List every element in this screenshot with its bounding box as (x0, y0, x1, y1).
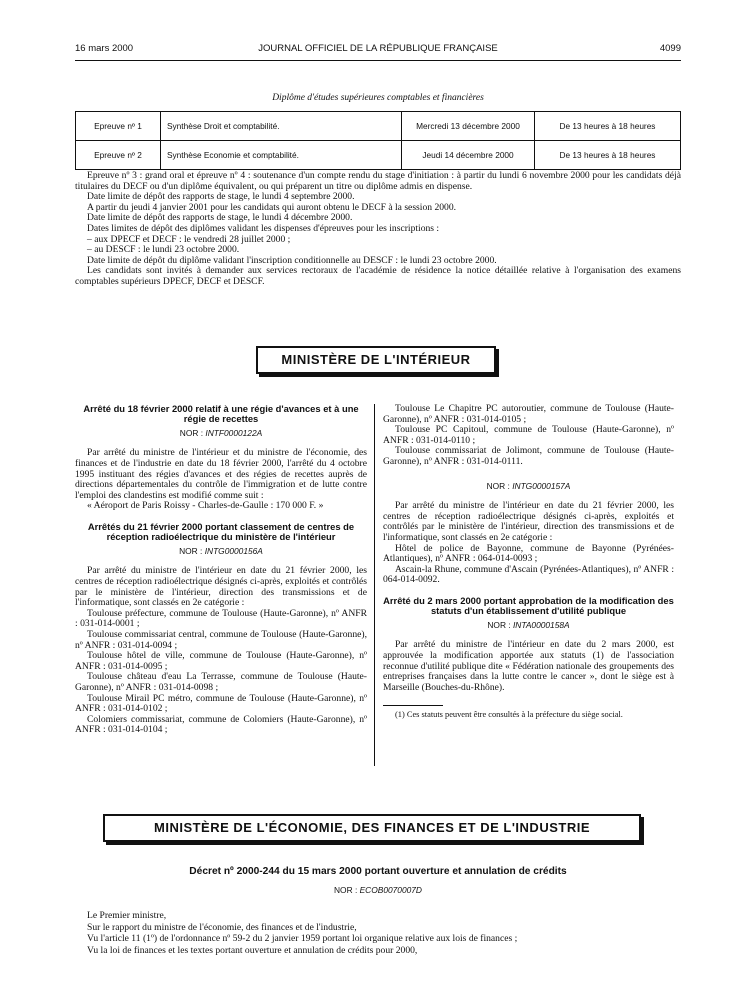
note-paragraph: Epreuve nº 3 : grand oral et épreuve nº 4 : soutenance d'un compte rendu du stage d'initiation : à partir du lundi 6 novembre 2000 pour les candidats déjà titulaires du DECF ou d'un diplôme équivalent, ou qui préparent un titre ou diplôme admis en dispense. (75, 170, 681, 192)
arrete-quote: « Aéroport de Paris Roissy - Charles-de-Gaulle : 170 000 F. » (87, 500, 324, 512)
list-item: Toulouse Mirail PC métro, commune de Toulouse (Haute-Garonne), nº ANFR : 031-014-0102 ; (75, 692, 367, 715)
list-item: Ascain-la Rhune, commune d'Ascain (Pyrénées-Atlantiques), nº ANFR : 064-014-0092. (383, 563, 674, 586)
header-journal-title: JOURNAL OFFICIEL DE LA RÉPUBLIQUE FRANÇAISE (258, 43, 498, 54)
decree-line: Sur le rapport du ministre de l'économie, des finances et de l'industrie, (87, 921, 357, 933)
exam-schedule-table (75, 111, 681, 170)
table-cell: De 13 heures à 18 heures (535, 112, 681, 141)
list-item: Toulouse hôtel de ville, commune de Toulouse (Haute-Garonne), nº ANFR : 031-014-0095 ; (75, 650, 367, 672)
arrete-title: Arrêtés du 21 février 2000 portant classement de centres de réception radioélectrique du ministère de l'intérieur (87, 520, 355, 543)
nor-reference: NOR : INTF0000122A (179, 427, 263, 438)
decree-preamble (75, 910, 681, 956)
arrete-body: Par arrêté du ministre de l'intérieur en date du 21 février 2000, les centres de réception radioélectrique désignés ci-après, exploités et contrôlés par le ministère de l'intérieur, direction des transmissions et de l'informatique, sont classés en 2e catégorie : (75, 565, 367, 609)
page-header (75, 44, 681, 58)
list-item: Hôtel de police de Bayonne, commune de Bayonne (Pyrénées-Atlantiques), nº ANFR : 064-014-0093 ; (383, 542, 674, 565)
footnote-rule (383, 705, 443, 706)
ministry-economy-heading: MINISTÈRE DE L'ÉCONOMIE, DES FINANCES ET DE L'INDUSTRIE (103, 814, 641, 842)
list-item: Toulouse commissariat de Jolimont, commune de Toulouse (Haute-Garonne), nº ANFR : 031-014-0111. (383, 445, 674, 467)
table-cell: Mercredi 13 décembre 2000 (402, 112, 535, 141)
left-column (75, 404, 367, 736)
footnote: (1) Ces statuts peuvent être consultés à la préfecture du siège social. (395, 710, 623, 720)
decree-line: Vu la loi de finances et les textes portant ouverture et annulation de crédits pour 2000, (87, 944, 418, 956)
note-paragraph: – aux DPECF et DECF : le vendredi 28 juillet 2000 ; (87, 233, 291, 245)
header-rule (75, 60, 681, 61)
list-item: Toulouse Le Chapitre PC autoroutier, commune de Toulouse (Haute-Garonne), nº ANFR : 031-014-0105 ; (383, 403, 674, 425)
list-item: Toulouse commissariat central, commune de Toulouse (Haute-Garonne), nº ANFR : 031-014-0094 ; (75, 628, 367, 651)
table-cell: Jeudi 14 décembre 2000 (402, 141, 535, 170)
table-cell: Epreuve nº 2 (76, 141, 161, 170)
list-item: Toulouse château d'eau La Terrasse, commune de Toulouse (Haute-Garonne), nº ANFR : 031-014-0098 ; (75, 671, 367, 693)
table-cell: Epreuve nº 1 (76, 112, 161, 141)
arrete-title: Arrêté du 2 mars 2000 portant approbation de la modification des statuts d'un établissement d'utilité publique (383, 594, 674, 617)
nor-reference: NOR : INTG0000157A (486, 480, 571, 491)
nor-reference: NOR : INTA0000158A (487, 619, 570, 630)
header-date: 16 mars 2000 (75, 43, 134, 54)
column-divider (374, 404, 375, 766)
decree-line: Vu l'article 11 (1º) de l'ordonnance nº 59-2 du 2 janvier 1959 portant loi organique relative aux lois de finances ; (87, 933, 518, 945)
right-column (383, 404, 674, 721)
table-row (76, 112, 681, 141)
nor-reference: NOR : INTG0000156A (179, 545, 263, 556)
arrete-title: Arrêté du 18 février 2000 relatif à une régie d'avances et à une régie de recettes (83, 403, 359, 425)
nor-reference: NOR : ECOB0070007D (334, 885, 422, 895)
decree-title: Décret nº 2000-244 du 15 mars 2000 portant ouverture et annulation de crédits (189, 866, 567, 877)
exam-notes (75, 171, 681, 288)
header-page-number: 4099 (659, 43, 681, 54)
note-paragraph: – au DESCF : le lundi 23 octobre 2000. (87, 244, 240, 256)
note-paragraph: A partir du jeudi 4 janvier 2001 pour les candidats qui auront obtenu le DECF à la session 2000. (87, 201, 457, 213)
table-caption: Diplôme d'études supérieures comptables et financières (272, 93, 484, 103)
arrete-body: Par arrêté du ministre de l'intérieur en date du 21 février 2000, les centres de réception radioélectrique désignés ci-après, exploités et contrôlés par le ministère de l'intérieur, direction des transmissions et de l'informatique, sont classés en 2e catégorie : (383, 500, 674, 543)
note-paragraph: Date limite de dépôt des rapports de stage, le lundi 4 septembre 2000. (87, 191, 355, 203)
table-row (76, 141, 681, 170)
decree-line: Le Premier ministre, (87, 910, 167, 921)
note-paragraph: Date limite de dépôt du diplôme validant l'inscription conditionnelle au DESCF : le lundi 23 octobre 2000. (87, 254, 497, 266)
table-cell: Synthèse Economie et comptabilité. (161, 141, 402, 170)
arrete-body: Par arrêté du ministre de l'intérieur et du ministre de l'économie, des finances et de l'industrie en date du 18 février 2000, l'arrêté du 4 octobre 1995 instituant des régies d'avances et des régies de recettes auprès de directions départementales du contrôle de l'immigration et de lutte contre l'emploi des clandestins est modifié comme suit : (75, 447, 367, 501)
note-paragraph: Dates limites de dépôt des diplômes validant les dispenses d'épreuves pour les inscriptions : (87, 222, 440, 234)
table-cell: De 13 heures à 18 heures (535, 141, 681, 170)
note-paragraph: Date limite de dépôt des rapports de stage, le lundi 4 décembre 2000. (87, 212, 353, 224)
arrete-body: Par arrêté du ministre de l'intérieur en date du 2 mars 2000, est approuvée la modification apportée aux statuts (1) de l'association reconnue d'utilité publique dite « Fédération nationale des groupements des entreprises françaises dans la lutte contre le cancer », dont le siège est à Marseille (Bouches-du-Rhône). (383, 639, 674, 693)
list-item: Toulouse préfecture, commune de Toulouse (Haute-Garonne), nº ANFR : 031-014-0001 ; (75, 607, 367, 630)
table-cell: Synthèse Droit et comptabilité. (161, 112, 402, 141)
note-paragraph: Les candidats sont invités à demander aux services rectoraux de l'académie de résidence la notice détaillée relative à l'organisation des examens comptables supérieurs DPECF, DECF et DESCF. (75, 265, 681, 287)
list-item: Toulouse PC Capitoul, commune de Toulouse (Haute-Garonne), nº ANFR : 031-014-0110 ; (383, 424, 674, 446)
ministry-interior-heading: MINISTÈRE DE L'INTÉRIEUR (256, 346, 496, 374)
list-item: Colomiers commissariat, commune de Colomiers (Haute-Garonne), nº ANFR : 031-014-0104 ; (75, 713, 367, 736)
